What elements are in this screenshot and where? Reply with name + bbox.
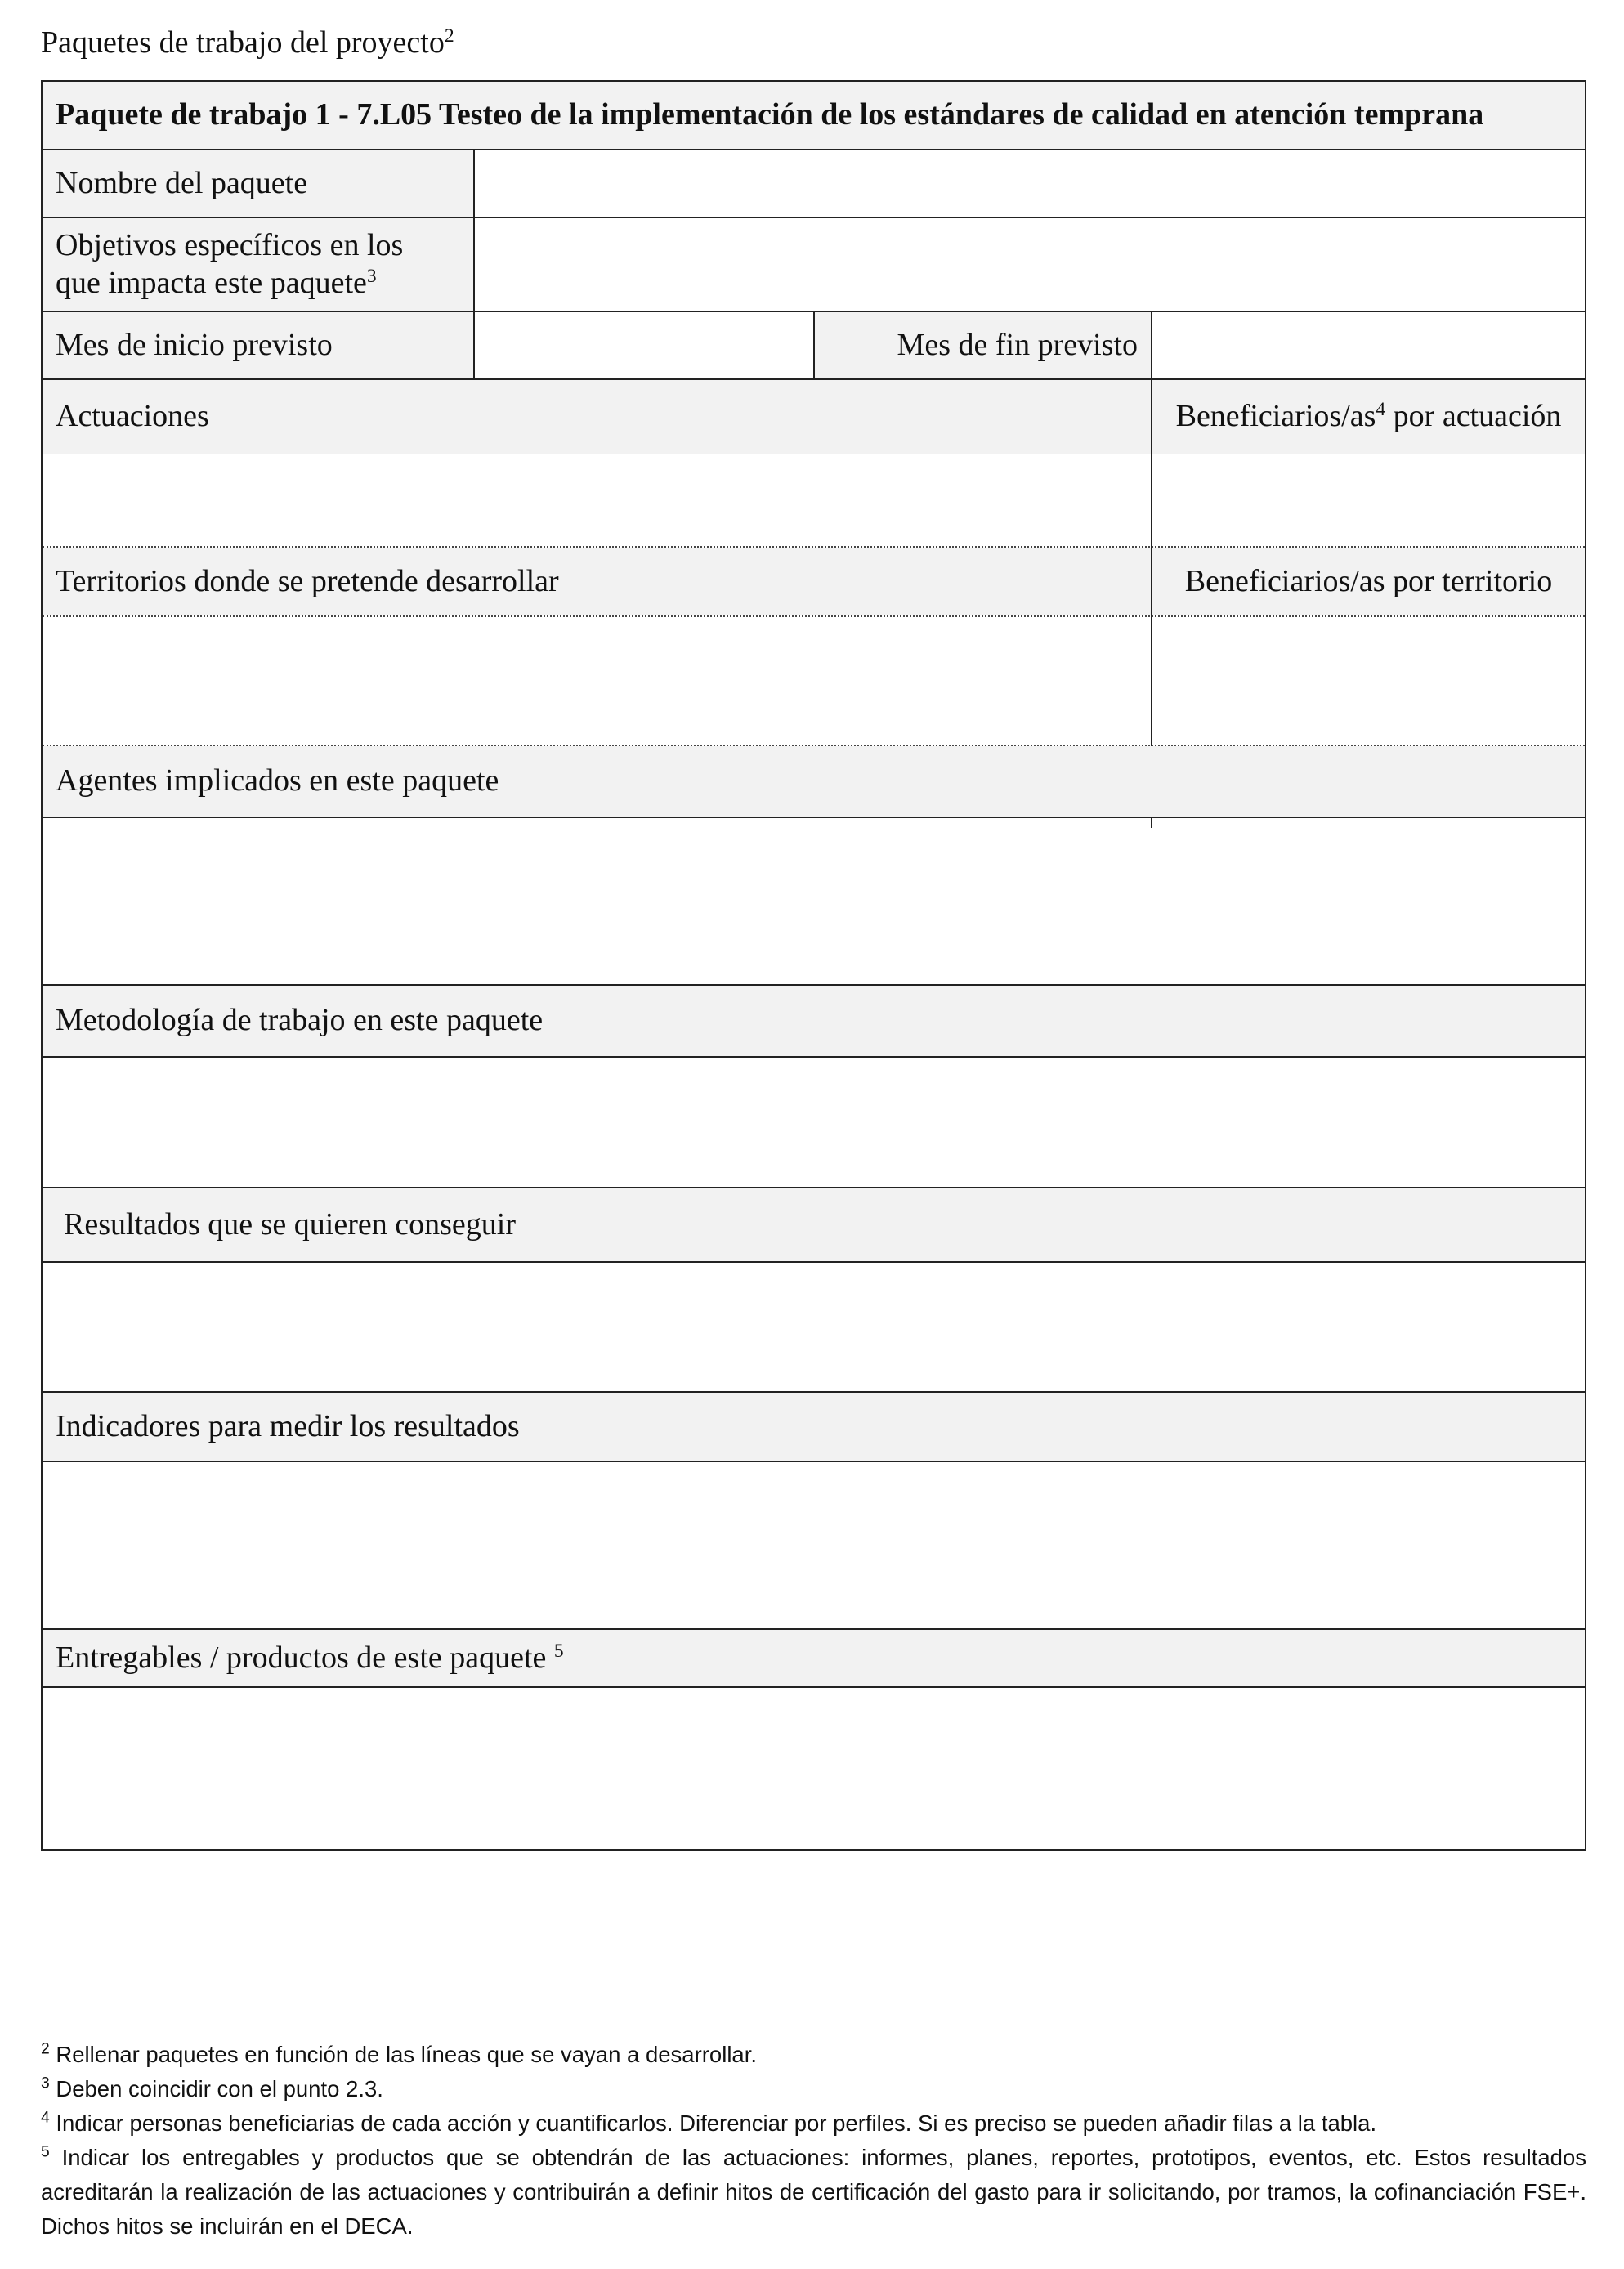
- fin-label: Mes de fin previsto: [815, 312, 1151, 378]
- benef-territorio-field[interactable]: [1152, 617, 1585, 745]
- objetivos-label: Objetivos específicos en los que impacta este paquete$^3$: [43, 218, 473, 311]
- metodologia-field[interactable]: [43, 1058, 1585, 1187]
- footnote-5: $^5$ Indicar los entregables y productos que se obtendrán de las actuaciones: informes, planes, reportes, prototipos, eventos, etc. Estos resultados acreditarán la realización de las actuaciones y contribuirán a definir hitos de certificación del gasto para ir solicitando, por tramos, la cofinanciación FSE+. Dichos hitos se incluirán en el DECA.: [41, 2143, 1587, 2239]
- benef-actuacion-field[interactable]: [1152, 455, 1585, 546]
- work-package-form: [41, 80, 1586, 1851]
- indicadores-label: Indicadores para medir los resultados: [43, 1393, 1585, 1461]
- actuaciones-field[interactable]: [43, 455, 1151, 546]
- footnote-3: $^3$ Deben coincidir con el punto 2.3.: [41, 2074, 383, 2101]
- territorios-field[interactable]: [43, 617, 1151, 745]
- footnote-2: $^2$ Rellenar paquetes en función de las líneas que se vayan a desarrollar.: [41, 2040, 758, 2067]
- inicio-field[interactable]: [475, 312, 813, 378]
- form-header: Paquete de trabajo 1 - 7.L05 Testeo de la implementación de los estándares de calidad en atención temprana: [43, 82, 1585, 149]
- nombre-field[interactable]: [475, 150, 1585, 217]
- footnotes: [41, 2038, 1586, 2244]
- fin-field[interactable]: [1152, 312, 1585, 378]
- footnote-ref-5: 5: [553, 1640, 564, 1662]
- footnote-ref-4: 4: [1376, 399, 1386, 421]
- entregables-label: Entregables / productos de este paquete $^5$: [43, 1630, 1585, 1686]
- objetivos-field[interactable]: [475, 218, 1585, 311]
- agentes-field[interactable]: [43, 818, 1585, 984]
- resultados-label: Resultados que se quieren conseguir: [43, 1188, 1585, 1261]
- footnote-4: $^4$ Indicar personas beneficiarias de cada acción y cuantificarlos. Diferenciar por perfiles. Si es preciso se pueden añadir filas a la tabla.: [41, 2109, 1377, 2136]
- page-title: Paquetes de trabajo del proyecto$^2$: [41, 25, 454, 60]
- nombre-label: Nombre del paquete: [43, 150, 473, 217]
- footnote-ref-3: 3: [366, 265, 377, 287]
- agentes-label: Agentes implicados en este paquete: [43, 746, 1585, 817]
- entregables-field[interactable]: [43, 1688, 1585, 1849]
- benef-actuacion-label: Beneficiarios/$as^4$ por actuación: [1152, 380, 1585, 454]
- resultados-field[interactable]: [43, 1263, 1585, 1391]
- inicio-label: Mes de inicio previsto: [43, 312, 473, 378]
- benef-territorio-label: Beneficiarios/as por territorio: [1152, 548, 1585, 615]
- metodologia-label: Metodología de trabajo en este paquete: [43, 986, 1585, 1056]
- territorios-label: Territorios donde se pretende desarrollar: [43, 548, 1151, 615]
- indicadores-field[interactable]: [43, 1462, 1585, 1628]
- footnote-ref-2: 2: [444, 25, 454, 47]
- actuaciones-label: Actuaciones: [43, 380, 1151, 454]
